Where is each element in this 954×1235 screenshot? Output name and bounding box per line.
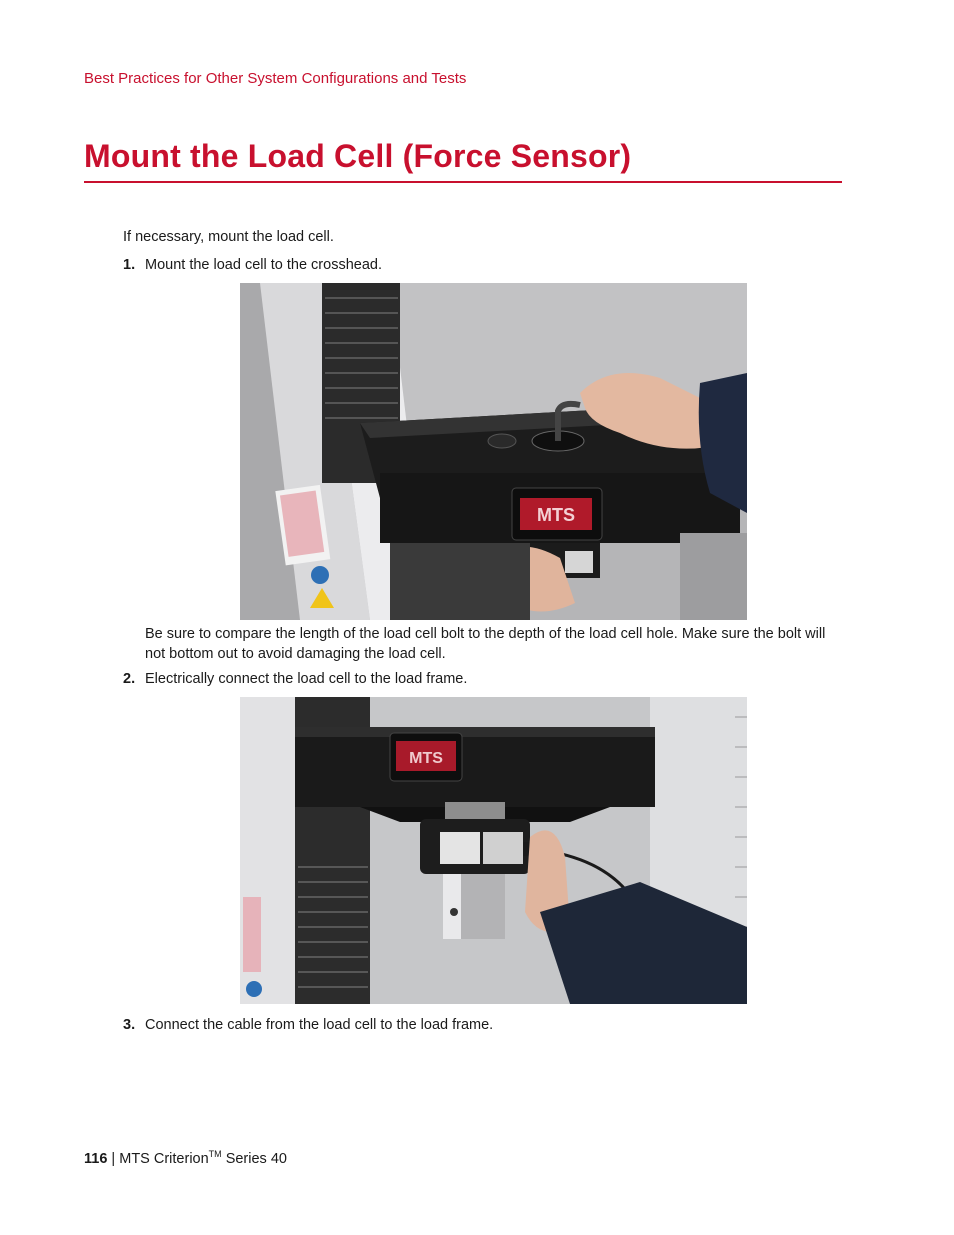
mts-badge-label: MTS [537, 505, 575, 525]
footer-separator: | [107, 1151, 120, 1167]
step-3 [123, 1017, 493, 1033]
note-text: Be sure to compare the length of the load cell bolt to the depth of the load cell hole. Make sure the bolt will not bottom out to avoid damaging the load cell. [145, 626, 826, 662]
footer-product: MTS Criterion [119, 1151, 209, 1167]
step-text: Connect the cable from the load cell to the load frame. [145, 1017, 494, 1033]
step-2 [123, 671, 467, 687]
step-number: 1. [123, 257, 136, 273]
step-1 [123, 257, 382, 273]
title-underline [84, 181, 842, 183]
photo-mount-load-cell [240, 283, 747, 620]
photo-connect-load-cell [240, 697, 747, 1004]
footer-series: Series 40 [221, 1151, 287, 1167]
step-text: Mount the load cell to the crosshead. [145, 257, 382, 273]
intro-text: If necessary, mount the load cell. [123, 229, 334, 245]
mts-badge-label: MTS [409, 750, 443, 767]
step-text: Electrically connect the load cell to the load frame. [145, 671, 468, 687]
step-number: 3. [123, 1017, 136, 1033]
page-footer [84, 1149, 287, 1167]
trademark-mark: TM [208, 1149, 222, 1159]
page-title: Mount the Load Cell (Force Sensor) [84, 138, 632, 174]
running-header: Best Practices for Other System Configurations and Tests [84, 70, 467, 87]
page-number: 116 [84, 1151, 108, 1167]
step-number: 2. [123, 671, 136, 687]
